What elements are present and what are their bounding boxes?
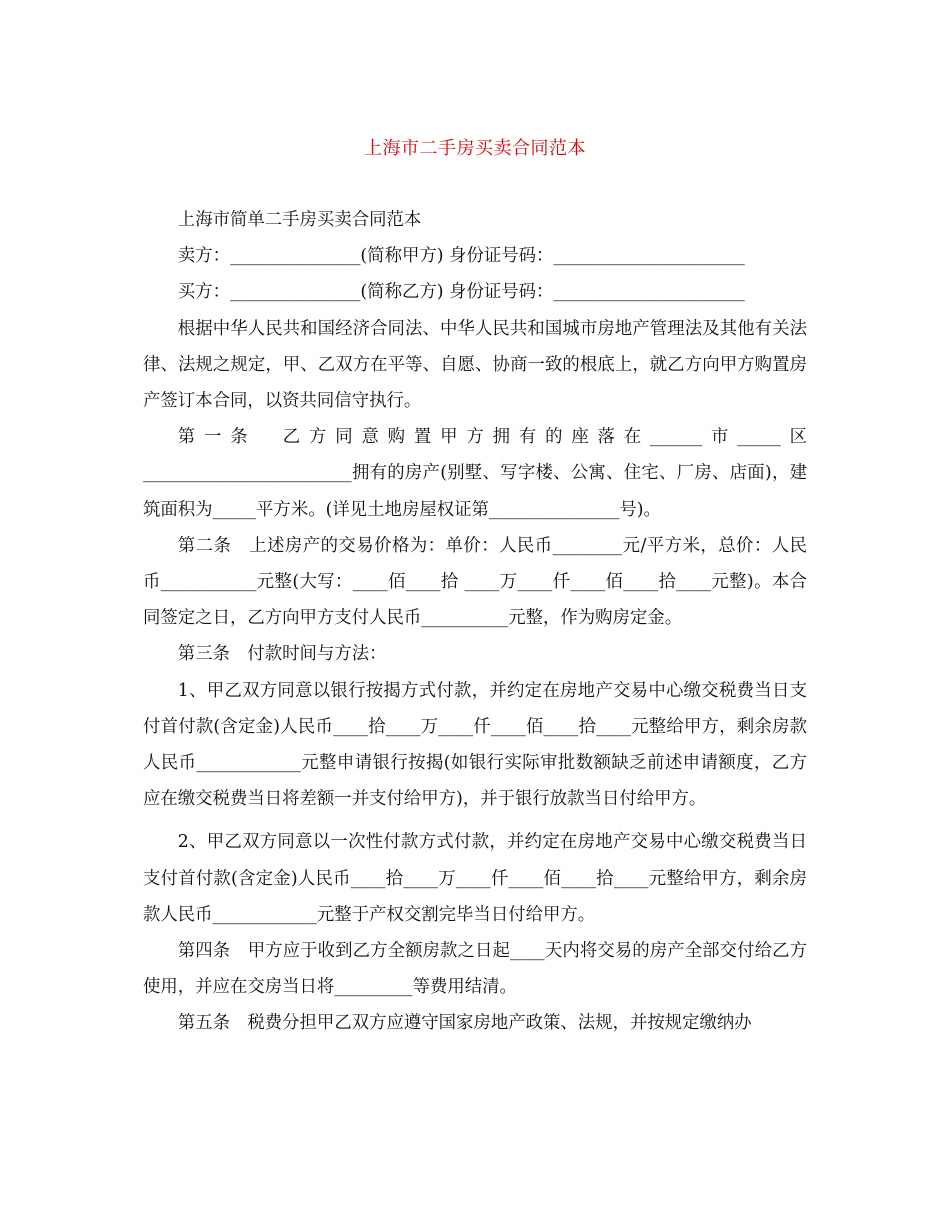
buyer-line: 买方：_______________(简称乙方) 身份证号码：______________________ xyxy=(177,282,745,303)
article-2: 第二条 上述房产的交易价格为：单价：人民币________元/平方米，总价：人民币___________元整(大写：____佰____拾 ____万____仟____佰____拾____元整)。本合同签定之日，乙方向甲方支付人民币__________元整，作为购房定金。 xyxy=(143,535,807,629)
article-4: 第四条 甲方应于收到乙方全额房款之日起____天内将交易的房产全部交付给乙方使用，并应在交房当日将_________等费用结清。 xyxy=(143,941,807,998)
seller-line: 卖方：_______________(简称甲方) 身份证号码：______________________ xyxy=(177,246,745,267)
article-3-clause-2: 2、甲乙双方同意以一次性付款方式付款，并约定在房地产交易中心缴交税费当日支付首付款(含定金)人民币____拾____万____仟____佰____拾____元整给甲方，剩余房款人民币____________元整于产权交割完毕当日付给甲方。 xyxy=(143,832,807,925)
article-3-clause-1: 1、甲乙双方同意以银行按揭方式付款，并约定在房地产交易中心缴交税费当日支付首付款(含定金)人民币____拾____万____仟____佰____拾____元整给甲方，剩余房款人民币____________元整申请银行按揭(如银行实际审批数额缺乏前述申请额度，乙方应在缴交税费当日将差额一并支付给甲方)，并于银行放款当日付给甲方。 xyxy=(143,680,807,810)
preamble-paragraph: 根据中华人民共和国经济合同法、中华人民共和国城市房地产管理法及其他有关法律、法规之规定，甲、乙双方在平等、自愿、协商一致的根底上，就乙方向甲方购置房产签订本合同，以资共同信守执行。 xyxy=(143,318,807,412)
contract-subtitle: 上海市简单二手房买卖合同范本 xyxy=(177,210,422,230)
article-1: 第一条 乙方同意购置甲方拥有的座落在______市_____区________________________拥有的房产(别墅、写字楼、公寓、住宅、厂房、店面)，建筑面积为_____平方米。(详见土地房屋权证第_______________号)。 xyxy=(143,427,807,520)
article-3: 第三条 付款时间与方法： xyxy=(177,644,387,665)
article-5: 第五条 税费分担甲乙双方应遵守国家房地产政策、法规，并按规定缴纳办 xyxy=(177,1013,752,1034)
document-body xyxy=(143,202,807,1042)
document-title: 上海市二手房买卖合同范本 xyxy=(364,138,586,159)
